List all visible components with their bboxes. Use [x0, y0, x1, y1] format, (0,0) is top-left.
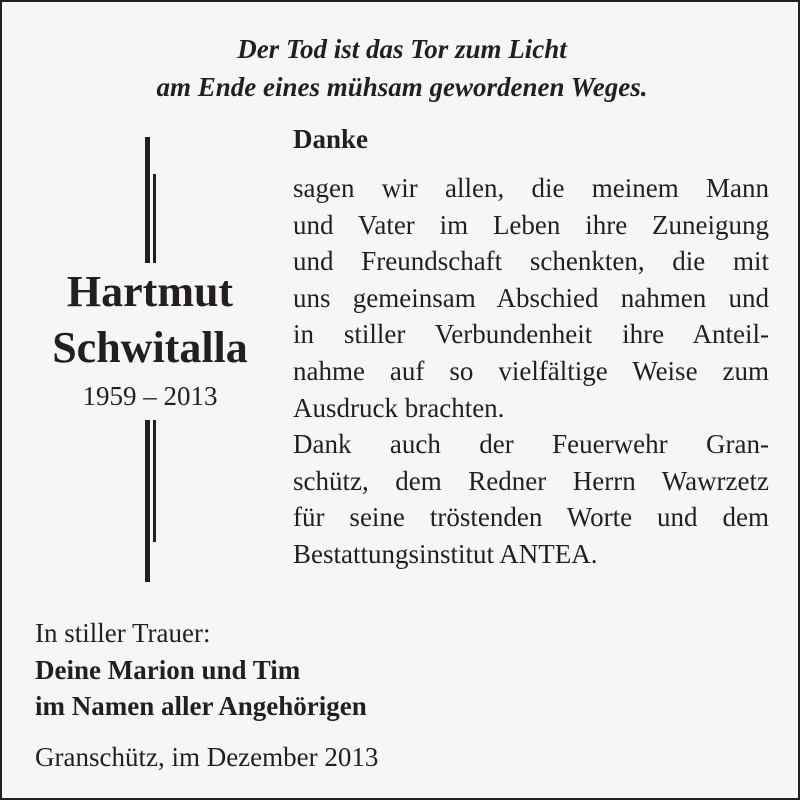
thanks-text — [293, 170, 769, 573]
thanks-line: Dank auch der Feuerwehr Gran- — [293, 429, 769, 460]
thanks-line: schütz, dem Redner Herrn Wawrzetz — [293, 465, 769, 496]
mourning-intro: In stiller Trauer: — [35, 618, 211, 648]
thanks-line: für seine tröstenden Worte und dem — [293, 502, 769, 533]
decorative-bar-bottom-thin — [153, 420, 156, 542]
thanks-title: Danke — [293, 124, 369, 154]
thanks-line: und Freundschaft schenkten, die mit — [293, 246, 769, 277]
thanks-line: Bestattungsinstitut ANTEA. — [293, 538, 598, 569]
motto-line: am Ende eines mühsam gewordenen Weges. — [156, 72, 648, 102]
deceased-years: 1959 – 2013 — [82, 381, 218, 411]
thanks-line: nahme auf so vielfältige Weise zum — [293, 355, 769, 386]
motto-line: Der Tod ist das Tor zum Licht — [237, 34, 567, 64]
thanks-line: uns gemeinsam Abschied nahmen und — [293, 282, 769, 313]
decorative-bar-top-thick — [145, 137, 150, 263]
closing-block — [35, 615, 367, 725]
place-date: Granschütz, im Dezember 2013 — [35, 742, 379, 772]
decorative-bar-bottom-thick — [145, 420, 150, 582]
motto — [2, 30, 800, 106]
thanks-line: Ausdruck brachten. — [293, 392, 505, 423]
thanks-line: in stiller Verbundenheit ihre Anteil- — [293, 319, 769, 350]
signer-line: Deine Marion und Tim — [35, 654, 301, 685]
thanks-line: sagen wir allen, die meinem Mann — [293, 173, 769, 203]
deceased-first-name: Hartmut — [66, 267, 234, 316]
deceased-last-name: Schwitalla — [52, 323, 248, 372]
signer-line: im Namen aller Angehörigen — [35, 691, 367, 722]
decorative-bar-top-thin — [153, 174, 156, 263]
thanks-line: und Vater im Leben ihre Zuneigung — [293, 209, 769, 240]
